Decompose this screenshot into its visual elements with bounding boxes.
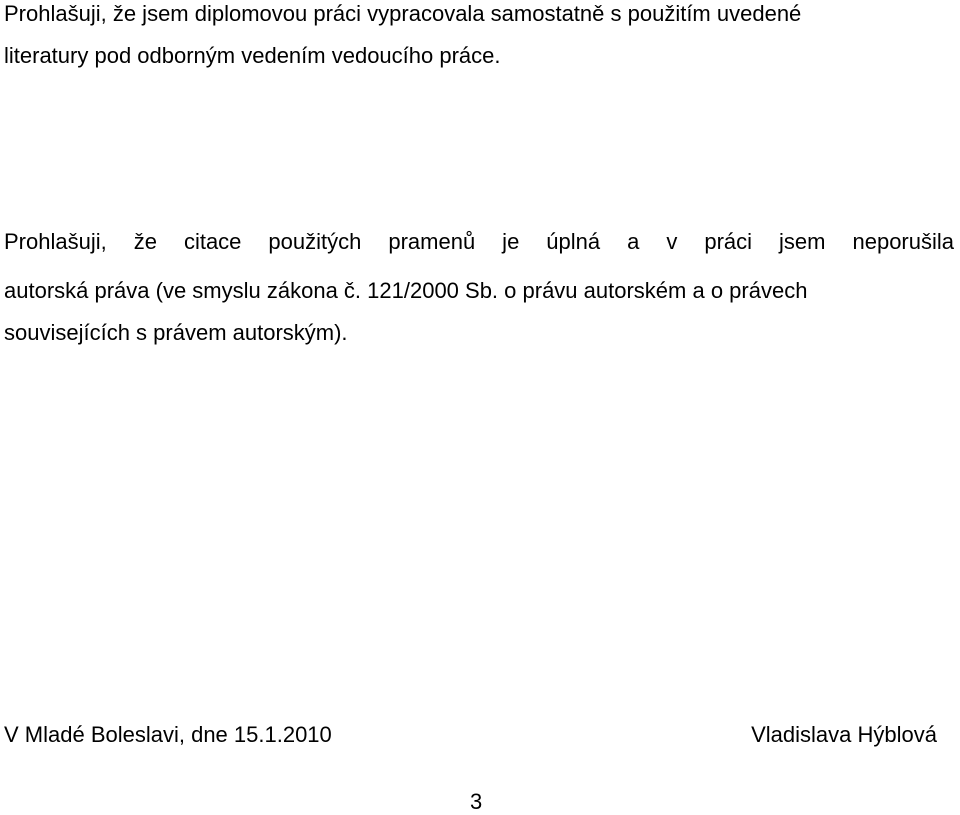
paragraph-line: literatury pod odborným vedením vedoucího práce.: [4, 43, 501, 68]
page-number: 3: [470, 789, 483, 814]
paragraph-line: autorská práva (ve smyslu zákona č. 121/2000 Sb. o právu autorském a o právech: [4, 278, 808, 303]
paragraph-line: Prohlašuji, že jsem diplomovou práci vypracovala samostatně s použitím uvedené: [4, 1, 802, 26]
author-name: Vladislava Hýblová: [751, 722, 937, 747]
place-and-date: V Mladé Boleslavi, dne 15.1.2010: [4, 722, 332, 747]
paragraph-line: Prohlašuji, že citace použitých pramenů je úplná a v práci jsem neporušila: [4, 229, 954, 254]
paragraph-line: souvisejících s právem autorským).: [4, 320, 348, 345]
